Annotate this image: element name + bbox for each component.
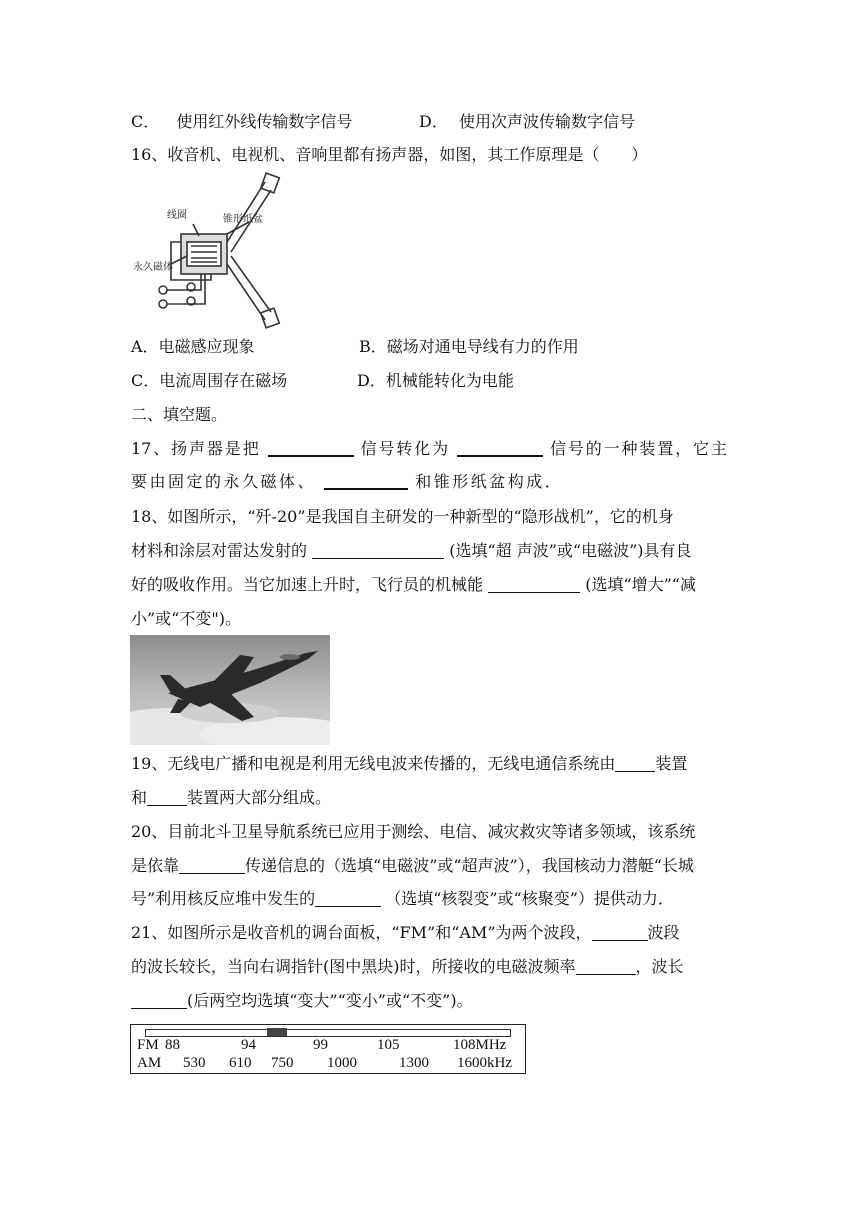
fm-label: FM (137, 1037, 159, 1053)
q19-text-3: 和 (131, 788, 148, 807)
q16-options-cd (131, 370, 514, 392)
question-20-line2 (131, 855, 694, 877)
question-18-line4: 小”或“不变")。 (131, 609, 241, 628)
option-c-text: 使用红外线传输数字信号 (176, 112, 353, 131)
am-tick-1600: 1600kHz (457, 1055, 512, 1071)
q18-blank-1[interactable] (312, 542, 444, 559)
option-line-c-d (131, 111, 636, 133)
radio-tuning-dial (130, 1024, 526, 1074)
question-21-line3 (131, 990, 473, 1012)
fm-tick-108: 108MHz (453, 1037, 507, 1053)
q19-text-4: 装置两大部分组成。 (187, 788, 332, 807)
am-tick-1300: 1300 (399, 1055, 429, 1071)
q21-text-4: ，波长 (635, 957, 684, 976)
q20-text-2: 传递信息的（选填“电磁波”或“超声波”），我国核动力潜艇“长城 (245, 856, 694, 875)
question-21-line1 (131, 922, 680, 944)
section-fill-in-title: 二、填空题。 (131, 405, 228, 424)
q17-text-5: 和锥形纸盆构成． (415, 472, 564, 491)
q17-blank-1[interactable] (268, 439, 354, 457)
fighter-jet-image (130, 635, 330, 745)
q20-text-3: 号”利用核反应堆中发生的 (131, 889, 316, 908)
question-19-line2 (131, 787, 331, 809)
label-cone: 锥形纸盆 (223, 214, 263, 225)
am-tick-530: 530 (183, 1055, 206, 1071)
q21-text-5: (后两空均选填“变大”“变小”或“不变”)。 (187, 991, 473, 1010)
fm-tick-88: 88 (165, 1037, 180, 1053)
q21-blank-3[interactable] (131, 992, 187, 1009)
q21-text-2: 波段 (647, 923, 680, 942)
question-20-line3 (131, 888, 674, 910)
q17-text-1: 17、扬声器是把 (131, 439, 261, 458)
q20-blank-2[interactable] (315, 890, 381, 907)
q17-blank-3[interactable] (324, 472, 408, 490)
q16-option-b: B．磁场对通电导线有力的作用 (359, 337, 579, 356)
q17-text-4: 要由固定的永久磁体、 (131, 472, 317, 491)
option-d-text: 使用次声波传输数字信号 (459, 112, 636, 131)
am-tick-1000: 1000 (327, 1055, 357, 1071)
q17-text-2: 信号转化为 (360, 439, 451, 458)
q18-text-4: (选填“增大”“减 (585, 575, 696, 594)
q16-option-c: C．电流周围存在磁场 (131, 371, 288, 390)
speaker-diagram (131, 172, 297, 330)
fm-tick-105: 105 (377, 1037, 400, 1053)
question-20-line1: 20、目前北斗卫星导航系统已应用于测绘、电信、减灾救灾等诸多领域，该系统 (131, 822, 696, 841)
q20-text-1: 是依靠 (131, 856, 180, 875)
q17-blank-2[interactable] (457, 439, 543, 457)
q19-text-2: 装置 (655, 754, 688, 773)
label-magnet: 永久磁体 (133, 262, 173, 273)
am-label: AM (137, 1055, 162, 1071)
q21-blank-2[interactable] (576, 958, 636, 975)
q20-text-4: （选填“核裂变”或“核聚变”）提供动力． (385, 889, 674, 908)
q19-blank-2[interactable] (147, 789, 187, 806)
question-17-line2 (131, 471, 563, 493)
question-19-line1 (131, 753, 687, 775)
question-16: 16、收音机、电视机、音响里都有扬声器，如图，其工作原理是（ ） (131, 145, 648, 164)
question-18-line2 (131, 540, 692, 562)
question-21-line2 (131, 956, 684, 978)
q21-text-3: 的波长较长，当向右调指针(图中黑块)时，所接收的电磁波频率 (131, 957, 576, 976)
q18-blank-2[interactable] (488, 576, 580, 593)
q16-option-a: A．电磁感应现象 (131, 337, 255, 356)
q19-text-1: 19、无线电广播和电视是利用无线电波来传播的，无线电通信系统由 (131, 754, 616, 773)
q16-options-ab (131, 336, 579, 358)
q21-blank-1[interactable] (592, 924, 648, 941)
q18-text-3: 好的吸收作用。当它加速上升时，飞行员的机械能 (131, 575, 484, 594)
dial-pointer[interactable] (267, 1028, 287, 1036)
option-d-label: D． (419, 112, 448, 131)
am-tick-610: 610 (229, 1055, 252, 1071)
q18-text-2: (选填“超 声波”或“电磁波”)具有良 (449, 541, 692, 560)
q21-text-1: 21、如图所示是收音机的调台面板，“FM”和“AM”为两个波段， (131, 923, 592, 942)
option-c-label: C． (131, 112, 160, 131)
q16-option-d: D．机械能转化为电能 (357, 371, 514, 390)
dial-track (145, 1029, 511, 1037)
q20-blank-1[interactable] (179, 857, 245, 874)
am-tick-750: 750 (271, 1055, 294, 1071)
q18-text-1: 材料和涂层对雷达发射的 (131, 541, 308, 560)
fm-tick-99: 99 (313, 1037, 328, 1053)
question-18-line3 (131, 574, 696, 596)
fm-tick-94: 94 (241, 1037, 256, 1053)
q19-blank-1[interactable] (615, 755, 655, 772)
label-coil: 线圈 (167, 210, 187, 221)
question-18-line1: 18、如图所示，“歼-20”是我国自主研发的一种新型的“隐形战机”，它的机身 (131, 507, 674, 526)
q17-text-3: 信号的一种装置，它主 (549, 439, 727, 458)
question-17-line1 (131, 438, 727, 460)
